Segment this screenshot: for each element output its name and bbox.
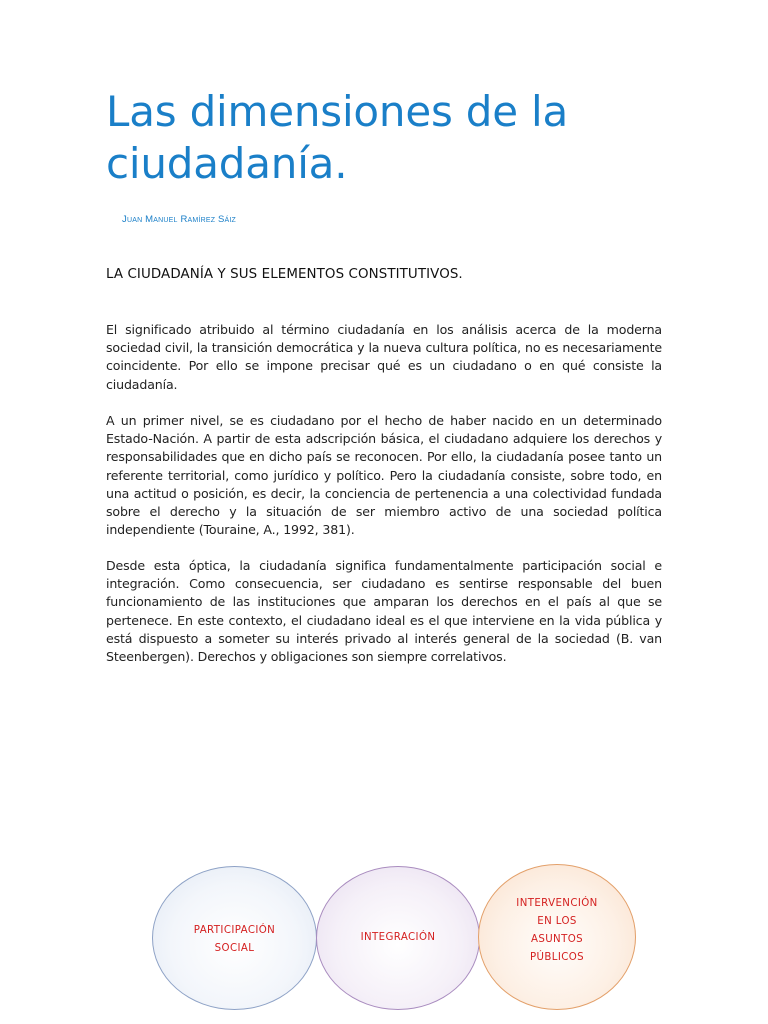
- section-heading: LA CIUDADANÍA Y SUS ELEMENTOS CONSTITUTIVOS.: [106, 267, 463, 282]
- paragraph-2: A un primer nivel, se es ciudadano por el hecho de haber nacido en un determinado Estado-Nación. A partir de esta adscripción básica, el ciudadano adquiere los derechos y responsabilidades que en dicho país se reconocen. Por ello, la ciudadanía posee tanto un referente territorial, como jurídico y político. Pero la ciudadanía consiste, sobre todo, en una actitud o posición, es decir, la conciencia de pertenencia a una colectividad fundada sobre el derecho y la situación de ser miembro activo de una sociedad política independiente (Touraine, A., 1992, 381).: [106, 413, 662, 538]
- document-title: Las dimensiones de la ciudadanía.: [106, 87, 569, 188]
- bubble-label: INTEGRACIÓN: [360, 932, 436, 943]
- paragraph-1: El significado atribuido al término ciudadanía en los análisis acerca de la moderna sociedad civil, la transición democrática y la nueva cultura política, no es necesariamente coincidente. Por ello se impone precisar qué es un ciudadano o en qué consiste la ciudadanía.: [106, 322, 662, 392]
- bubble-label: INTERVENCIÓN EN LOS ASUNTOS PÚBLICOS: [516, 898, 598, 963]
- document-author: Juan Manuel Ramírez Sáiz: [122, 214, 237, 225]
- paragraph-3: Desde esta óptica, la ciudadanía significa fundamentalmente participación social e integración. Como consecuencia, ser ciudadano es sentirse responsable del buen funcionamiento de las instituciones que amparan los derechos en el país al que se pertenece. En este contexto, el ciudadano ideal es el que interviene en la vida pública y está dispuesto a someter su interés privado al interés general de la sociedad (B. van Steenbergen). Derechos y obligaciones son siempre correlativos.: [106, 558, 662, 665]
- bubble-participacion-social: [152, 866, 317, 1010]
- bubble-label: PARTICIPACIÓN SOCIAL: [193, 925, 276, 954]
- bubble-intervencion: [478, 864, 636, 1010]
- bubble-integracion: [316, 866, 480, 1010]
